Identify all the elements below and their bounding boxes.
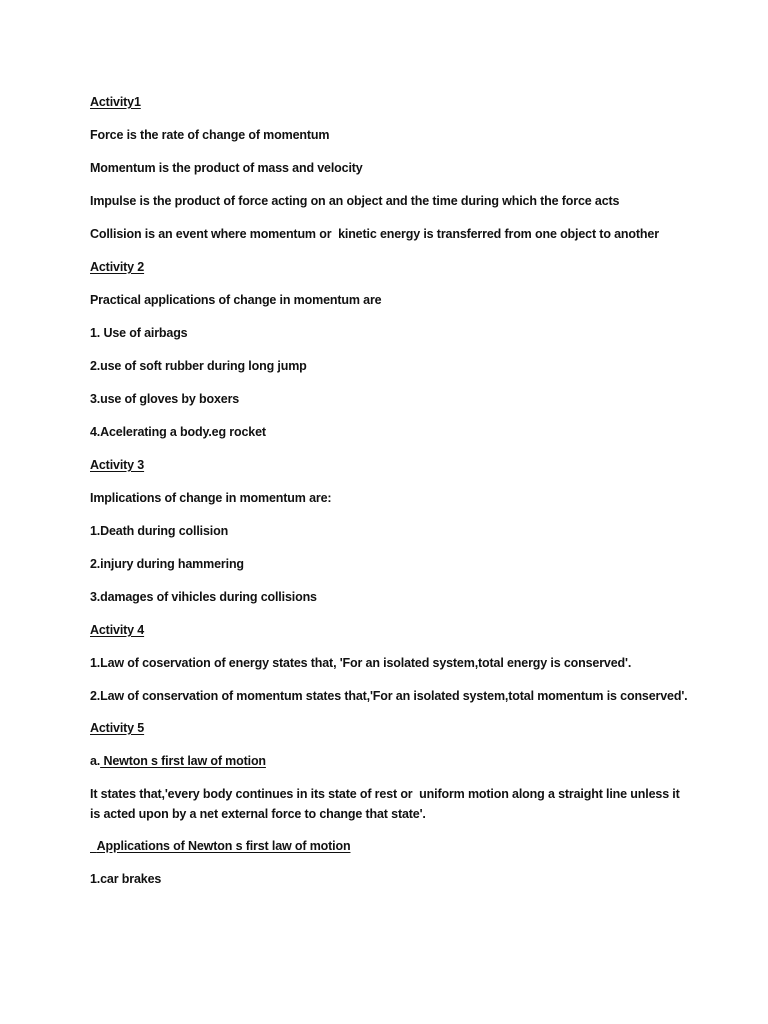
paragraph-text: 1.Law of coservation of energy states that, 'For an isolated system,total energy is conserved'. bbox=[90, 656, 632, 670]
paragraph bbox=[90, 422, 690, 442]
paragraph-text: 2.use of soft rubber during long jump bbox=[90, 359, 307, 373]
paragraph-text: 3.use of gloves by boxers bbox=[90, 392, 240, 406]
paragraph-text: Implications of change in momentum are: bbox=[90, 491, 332, 505]
paragraph-text: Impulse is the product of force acting on an object and the time during which the force acts bbox=[90, 194, 620, 208]
subheading-text: Applications of Newton s first law of motion bbox=[90, 839, 351, 853]
paragraph-text: Practical applications of change in momentum are bbox=[90, 293, 382, 307]
paragraph bbox=[90, 224, 690, 244]
paragraph bbox=[90, 784, 690, 824]
paragraph bbox=[90, 290, 690, 310]
section-heading bbox=[90, 620, 690, 640]
section-heading bbox=[90, 92, 690, 112]
paragraph bbox=[90, 869, 690, 889]
section-heading bbox=[90, 257, 690, 277]
section-heading bbox=[90, 455, 690, 475]
section-heading-text: Activity 2 bbox=[90, 260, 145, 274]
paragraph-text: It states that,'every body continues in its state of rest or uniform motion along a straight line unless it is acted upon by a net external force to change that state'. bbox=[90, 787, 683, 821]
paragraph-text: 2.Law of conservation of momentum states that,'For an isolated system,total momentum is conserved'. bbox=[90, 689, 688, 703]
section-heading-text: Activity 5 bbox=[90, 721, 145, 735]
paragraph bbox=[90, 521, 690, 541]
section-heading-text: Activity1 bbox=[90, 95, 141, 109]
paragraph bbox=[90, 686, 690, 706]
paragraph-text: Momentum is the product of mass and velocity bbox=[90, 161, 363, 175]
paragraph bbox=[90, 125, 690, 145]
paragraph bbox=[90, 587, 690, 607]
paragraph-text: Collision is an event where momentum or kinetic energy is transferred from one object to another bbox=[90, 227, 659, 241]
paragraph-text: 1.Death during collision bbox=[90, 524, 229, 538]
document-body bbox=[90, 92, 690, 902]
section-heading-text: Activity 3 bbox=[90, 458, 145, 472]
subheading bbox=[90, 751, 690, 771]
section-heading-text: Activity 4 bbox=[90, 623, 145, 637]
paragraph bbox=[90, 158, 690, 178]
subheading bbox=[90, 836, 690, 856]
section-heading bbox=[90, 718, 690, 738]
paragraph bbox=[90, 191, 690, 211]
paragraph bbox=[90, 323, 690, 343]
paragraph bbox=[90, 554, 690, 574]
paragraph bbox=[90, 653, 690, 673]
paragraph bbox=[90, 389, 690, 409]
paragraph bbox=[90, 356, 690, 376]
paragraph-text: 1. Use of airbags bbox=[90, 326, 188, 340]
paragraph-text: 4.Acelerating a body.eg rocket bbox=[90, 425, 266, 439]
subheading-prefix: a. bbox=[90, 754, 101, 768]
paragraph-text: 2.injury during hammering bbox=[90, 557, 244, 571]
subheading-text: Newton s first law of motion bbox=[100, 754, 266, 768]
paragraph-text: 1.car brakes bbox=[90, 872, 162, 886]
paragraph-text: 3.damages of vihicles during collisions bbox=[90, 590, 317, 604]
paragraph-text: Force is the rate of change of momentum bbox=[90, 128, 330, 142]
paragraph bbox=[90, 488, 690, 508]
